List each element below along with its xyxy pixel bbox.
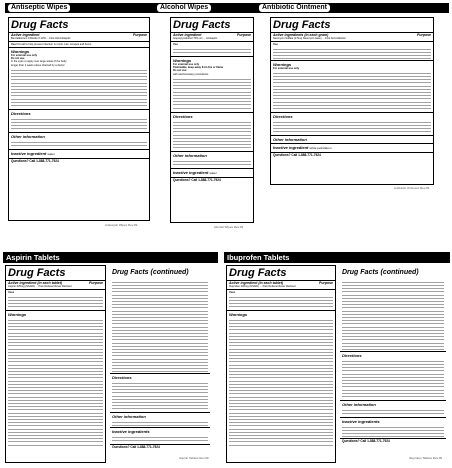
drug-facts-continued-title: Drug Facts (continued) <box>112 269 189 276</box>
aspirin-panel: Aspirin Tablets Drug Facts Active ingredient (in each tablet) Purpose Aspirin 325mg (NSAID) ... Pain Reliever/Fever Reducer Uses Warnings Drug Facts (continued) Directions Other information Inactive ingredients Questions? Call 1-888-771-7924 Aspirin Tablets Rev.09 <box>3 252 218 466</box>
ibuprofen-drug-facts-continued: Drug Facts (continued) Directions Other information Inactive ingredients Questions? Call 1-888-771-7924 <box>340 266 446 448</box>
drug-facts-title: Drug Facts <box>273 19 331 31</box>
drug-facts-continued-title: Drug Facts (continued) <box>342 269 419 276</box>
alcohol-panel: Alcohol Wipes Drug Facts Active ingredient Purpose Isopropyl Alcohol 70% v/v ... Antiseptic Use Warnings For external use only Flammable, keep away from fire or flame Do not use with electrocautery procedures Directions Other information Inactive ingredient water Questions? Call 1-888-771-7924 Alcohol Wipes Rev.09 <box>154 3 256 235</box>
antiseptic-header: Antiseptic Wipes <box>5 3 154 13</box>
aspirin-header: Aspirin Tablets <box>3 252 218 263</box>
drug-facts-title: Drug Facts <box>11 19 69 31</box>
ibuprofen-drug-facts: Drug Facts Active ingredient (in each tablet) Purpose Ibuprofen 200mg (NSAID) ... Pain Reliever/Fever Reducer Uses Warnings <box>226 265 336 463</box>
drug-facts-title: Drug Facts <box>8 267 66 279</box>
alcohol-header: Alcohol Wipes <box>154 3 256 13</box>
antiseptic-panel: Antiseptic Wipes Drug Facts Active ingredient Purpose Benzalkonium Chloride 0.13% ... First Aid Antiseptic Use first aid to help prevent infection in minor cuts, scrapes and burns Warnings For external use only Do not use in the eyes or apply over large areas of the body longer than 1 week unless directed by a doctor Directions Other information Inactive ingredient water Questions? Call 1-888-771-7924 Antiseptic Wipes Rev.09 <box>5 3 154 235</box>
drug-facts-title: Drug Facts <box>173 19 231 31</box>
ibuprofen-panel: Ibuprofen Tablets Drug Facts Active ingredient (in each tablet) Purpose Ibuprofen 200mg (NSAID) ... Pain Reliever/Fever Reducer Uses Warnings Drug Facts (continued) Directions Other information Inactive ingredients Questions? Call 1-888-771-7924 Ibuprofen Tablets Rev.09 <box>224 252 450 466</box>
antibiotic-panel: Antibiotic Ointment Drug Facts Active ingredients (in each gram) Purpose Neomycin Sulfate (3.5mg Neomycin base) ... First Aid Antibiotic Use Warnings For external use only Directions Other information Inactive ingredient white petrolatum Questions? Call 1-888-771-7924 Antibiotic Ointment Rev.09 <box>256 3 449 235</box>
antibiotic-header: Antibiotic Ointment <box>256 3 449 13</box>
aspirin-drug-facts: Drug Facts Active ingredient (in each tablet) Purpose Aspirin 325mg (NSAID) ... Pain Reliever/Fever Reducer Uses Warnings <box>5 265 106 463</box>
ibuprofen-header: Ibuprofen Tablets <box>224 252 450 263</box>
aspirin-drug-facts-continued: Drug Facts (continued) Directions Other information Inactive ingredients Questions? Call 1-888-771-7924 <box>110 266 210 448</box>
drug-facts-title: Drug Facts <box>229 267 287 279</box>
alcohol-drug-facts: Drug Facts Active ingredient Purpose Isopropyl Alcohol 70% v/v ... Antiseptic Use Warnings For external use only Flammable, keep away from fire or flame Do not use with electrocautery procedures Directions Other information Inactive ingredient water Questions? Call 1-888-771-7924 <box>170 17 254 223</box>
antiseptic-drug-facts: Drug Facts Active ingredient Purpose Benzalkonium Chloride 0.13% ... First Aid Antiseptic Use first aid to help prevent infection in minor cuts, scrapes and burns Warnings For external use only Do not use in the eyes or apply over large areas of the body longer than 1 week unless directed by a doctor Directions Other information Inactive ingredient water Questions? Call 1-888-771-7924 <box>8 17 150 221</box>
antibiotic-drug-facts: Drug Facts Active ingredients (in each gram) Purpose Neomycin Sulfate (3.5mg Neomycin base) ... First Aid Antibiotic Use Warnings For external use only Directions Other information Inactive ingredient white petrolatum Questions? Call 1-888-771-7924 <box>270 17 434 185</box>
